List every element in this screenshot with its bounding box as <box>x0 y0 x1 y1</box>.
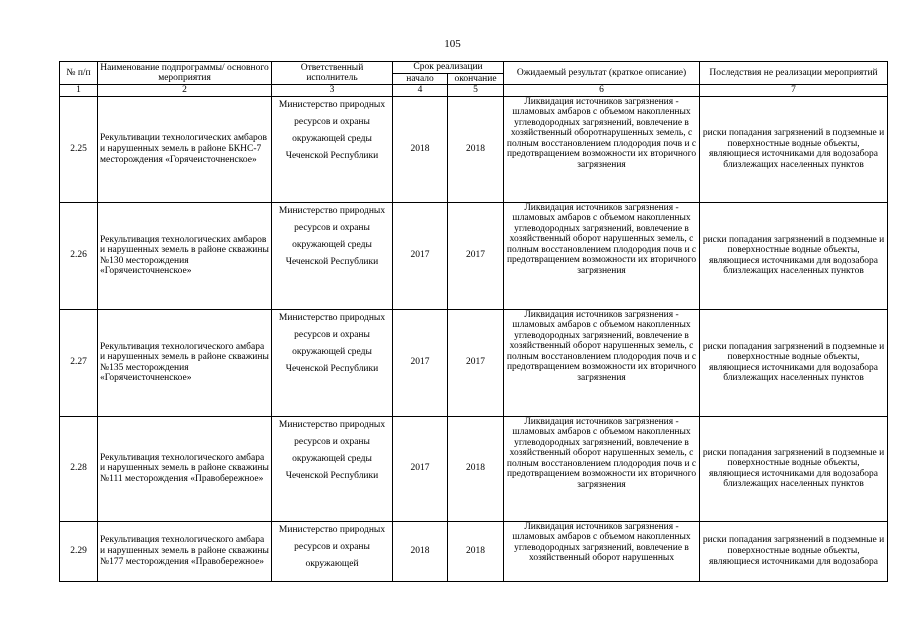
column-number: 5 <box>448 85 504 97</box>
measure-name: Рекультивация технологического амбара и нарушенных земель в районе скважины №177 месторождения «Правобережное» <box>98 521 272 581</box>
consequences: риски попадания загрязнений в подземные и поверхностные водные объекты, являющиеся источниками для водозабора близлежащих населенных пунктов <box>700 309 888 416</box>
end-year: 2018 <box>448 96 504 202</box>
end-year: 2017 <box>448 202 504 309</box>
measure-name: Рекультивация технологического амбара и нарушенных земель в районе скважины №111 месторождения «Правобережное» <box>98 416 272 521</box>
measure-name: Рекультивация технологического амбара и нарушенных земель в районе скважины №135 месторождения «Горячеисточненское» <box>98 309 272 416</box>
table-row <box>60 96 888 202</box>
consequences: риски попадания загрязнений в подземные и поверхностные водные объекты, являющиеся источниками для водозабора близлежащих населенных пунктов <box>700 96 888 202</box>
end-year: 2018 <box>448 416 504 521</box>
column-numbers-row <box>60 85 888 97</box>
header-result: Ожидаемый результат (краткое описание) <box>504 62 700 85</box>
column-number: 3 <box>272 85 393 97</box>
row-number: 2.26 <box>60 202 98 309</box>
expected-result: Ликвидация источников загрязнения - шламовых амбаров с объемом накопленных углеводородных загрязнений, вовлечение в хозяйственный оборот нарушенных земель, с полным восстановлением плодородия почв и с предотвращением возможности их вторичного загрязнения <box>504 309 700 416</box>
consequences: риски попадания загрязнений в подземные и поверхностные водные объекты, являющиеся источниками для водозабора близлежащих населенных пунктов <box>700 416 888 521</box>
start-year: 2017 <box>393 309 448 416</box>
row-number: 2.28 <box>60 416 98 521</box>
row-number: 2.25 <box>60 96 98 202</box>
start-year: 2017 <box>393 416 448 521</box>
header-end: окончание <box>448 73 504 85</box>
measures-table <box>59 61 888 582</box>
header-consequences: Последствия не реализации мероприятий <box>700 62 888 85</box>
expected-result: Ликвидация источников загрязнения - шламовых амбаров с объемом накопленных углеводородных загрязнений, вовлечение в хозяйственный оборот нарушенных <box>504 521 700 581</box>
column-number: 2 <box>98 85 272 97</box>
table-row <box>60 202 888 309</box>
page-number: 105 <box>444 38 461 50</box>
measure-name: Рекультивации технологических амбаров и нарушенных земель в районе БКНС-7 месторождения «Горячеисточненское» <box>98 96 272 202</box>
end-year: 2018 <box>448 521 504 581</box>
expected-result: Ликвидация источников загрязнения - шламовых амбаров с объемом накопленных углеводородных загрязнений, вовлечение в хозяйственный оборот нарушенных земель, с полным восстановлением плодородия почв и с предотвращением возможности их вторичного загрязнения <box>504 202 700 309</box>
responsible-executor: Министерство природных ресурсов и охраны окружающей <box>272 521 393 581</box>
expected-result: Ликвидация источников загрязнения - шламовых амбаров с объемом накопленных углеводородных загрязнений, вовлечение в хозяйственный оборотнарушенных земель, с полным восстановлением плодородия почв и с предотвращением возможности их вторичного загрязнения <box>504 96 700 202</box>
column-number: 1 <box>60 85 98 97</box>
table-row <box>60 521 888 581</box>
consequences: риски попадания загрязнений в подземные и поверхностные водные объекты, являющиеся источниками для водозабора <box>700 521 888 581</box>
end-year: 2017 <box>448 309 504 416</box>
header-num: № п/п <box>60 62 98 85</box>
table-row <box>60 416 888 521</box>
row-number: 2.27 <box>60 309 98 416</box>
start-year: 2018 <box>393 96 448 202</box>
column-number: 4 <box>393 85 448 97</box>
column-number: 7 <box>700 85 888 97</box>
header-name: Наименование подпрограммы/ основного мероприятия <box>98 62 272 85</box>
start-year: 2017 <box>393 202 448 309</box>
expected-result: Ликвидация источников загрязнения - шламовых амбаров с объемом накопленных углеводородных загрязнений, вовлечение в хозяйственный оборот нарушенных земель, с полным восстановлением плодородия почв и с предотвращением возможности их вторичного загрязнения <box>504 416 700 521</box>
responsible-executor: Министерство природных ресурсов и охраны окружающей среды Чеченской Республики <box>272 309 393 416</box>
row-number: 2.29 <box>60 521 98 581</box>
header-period: Срок реализации <box>393 62 504 74</box>
header-start: начало <box>393 73 448 85</box>
responsible-executor: Министерство природных ресурсов и охраны окружающей среды Чеченской Республики <box>272 96 393 202</box>
responsible-executor: Министерство природных ресурсов и охраны окружающей среды Чеченской Республики <box>272 202 393 309</box>
responsible-executor: Министерство природных ресурсов и охраны окружающей среды Чеченской Республики <box>272 416 393 521</box>
measure-name: Рекультивация технологических амбаров и нарушенных земель в районе скважины №130 месторождения «Горячеисточненское» <box>98 202 272 309</box>
table-row <box>60 309 888 416</box>
consequences: риски попадания загрязнений в подземные и поверхностные водные объекты, являющиеся источниками для водозабора близлежащих населенных пунктов <box>700 202 888 309</box>
header-responsible: Ответственный исполнитель <box>272 62 393 85</box>
column-number: 6 <box>504 85 700 97</box>
start-year: 2018 <box>393 521 448 581</box>
